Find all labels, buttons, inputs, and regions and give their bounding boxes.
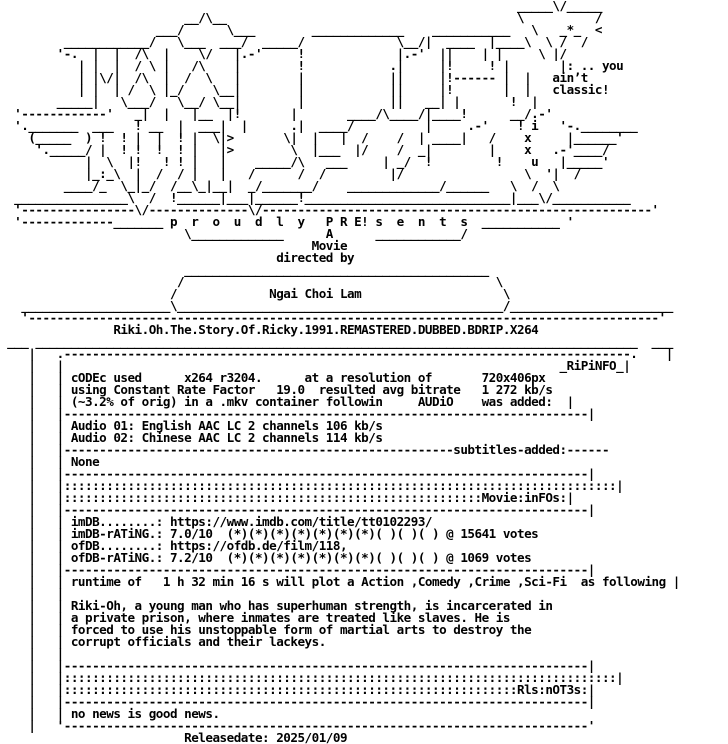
nfo-line: Movie <box>0 238 348 253</box>
nfo-line: directed by <box>0 250 355 265</box>
nfo-line: (_____ ) ! ! | | ! | \|> \| | | / / | ____| / x |______' <box>0 130 624 145</box>
nfo-line: | |--------------------------------------------------------------------------| <box>0 406 595 421</box>
nfo-line: | |:::::::::::::::::::::::::::::::::::::::::::::::::::::::::::Movie:inFOs:| <box>0 490 574 505</box>
release-title: Riki.Oh.The.Story.Of.Ricky.1991.REMASTERED.DUBBED.BDRIP.X264 <box>0 322 539 337</box>
nfo-line: | | None <box>0 454 100 469</box>
release-date: Releasedate: 2025/01/09 <box>0 730 348 744</box>
nfo-line: | | runtime of 1 h 32 min 16 s will plot a Action ,Comedy ,Crime ,Sci-Fi as following | <box>0 574 680 589</box>
nfo-line: | | imDB........: https://www.imdb.com/title/tt0102293/ <box>0 514 433 529</box>
nfo-line: '._____/ | ! ! ! ! | |> \ |___ |/ / _| | x .-'____/ <box>0 142 610 157</box>
nfo-line: | | corrupt officials and their lackeys. <box>0 634 326 649</box>
nfo-line: | | <box>0 586 64 601</box>
nfo-line: | | cODEc used x264 r3204. at a resolution of 720x406px <box>0 370 546 385</box>
nfo-line: | '--------------------------------------------------------------------------' <box>0 718 595 733</box>
nfo-line: | |::::::::::::::::::::::::::::::::::::::::::::::::::::::::::::::::Rls:nOT3s:| <box>0 682 595 697</box>
nfo-line: '------------' _| | |__ |! | ____/\____/|____! __/.-' <box>0 106 553 121</box>
nfo-line: | |\/| /\ | / \ | | || |!------ | | ainʼt <box>0 70 588 85</box>
nfo-line: | \ |! ! ! | | _____/\ ___ | _/ ! ! u |_____' <box>0 154 610 169</box>
nfo-line: | |-------------------------------------------------------subtitles-added:------ <box>0 442 610 457</box>
nfo-line: | | forced to use his unstoppable form of martial arts to destroy the <box>0 622 532 637</box>
nfo-line: | |--------------------------------------------------------------------------| <box>0 562 595 577</box>
nfo-line: | | Audio 02: Chinese AAC LC 2 channels 114 kb/s <box>0 430 383 445</box>
nfo-line: |_:_\ | / / | | / / / |/ \ '| / <box>0 166 581 181</box>
nfo-line: | | Riki-Oh, a young man who has superhuman strength, is incarcerated in <box>0 598 553 613</box>
nfo-line: | | | / \ |_/ \__| | || |! | | classic! <box>0 82 610 97</box>
nfo-line: | |::::::::::::::::::::::::::::::::::::::::::::::::::::::::::::::::::::::::::::::| <box>0 670 624 685</box>
nfo-line: / \ <box>0 274 503 289</box>
nfo-line: ____________/ \___ ___/ _____/ \__/| ____ |____\ \ / / <box>0 34 588 49</box>
nfo-line: '-----------------------------------------------------------------------------------------' <box>0 310 666 325</box>
nfo-line: ___________________________________________ <box>0 262 489 277</box>
nfo-line: ________________\ / !______|___|______!_____________________________|___\/___________ <box>0 190 631 205</box>
nfo-line: | | (~3.2% of orig) in a .mkv container followin AUDiO was added: | <box>0 394 574 409</box>
nfo-line: | | <box>0 646 64 661</box>
nfo-line: _____\/_____ <box>0 0 602 13</box>
nfo-line: ____/_ \_|_/ /__\_|__| _/_______/ _____________/______ \ / \ <box>0 178 560 193</box>
nfo-line: | |::::::::::::::::::::::::::::::::::::::::::::::::::::::::::::::::::::::::::::::| <box>0 478 624 493</box>
nfo-line: | | _RiPiNFO_| <box>0 358 631 373</box>
nfo-line: __/\__ \ / <box>0 10 602 25</box>
nfo-line: | |--------------------------------------------------------------------------| <box>0 694 595 709</box>
nfo-line: '-------------_______ p r o u d l y P R E! s e n t s ___________ ' <box>0 214 574 229</box>
nfo-line: | | no news is good news. <box>0 706 220 721</box>
nfo-line: ___ _____________________________________________________________________________________ ___ <box>0 334 673 349</box>
nfo-line: | | Audio 01: English AAC LC 2 channels 106 kb/s <box>0 418 383 433</box>
nfo-line: '----------------\/--------------\/-------------------------------------------------------' <box>0 202 659 217</box>
nfo-line: | .--------------------------------------------------------------------------------. | <box>0 346 673 361</box>
nfo-line: | | using Constant Rate Factor 19.0 resulted avg bitrate 1 272 kb/s <box>0 382 553 397</box>
nfo-line: / Ngai Choi Lam \ <box>0 286 510 301</box>
nfo-line: | | ofDB-rATiNG.: 7.2/10 (*)(*)(*)(*)(*)(*)(*)( )( )( ) @ 1069 votes <box>0 550 532 565</box>
nfo-line: _____________________\______________________________________________/_______________________ <box>0 298 673 313</box>
nfo-line: | | imDB-rATiNG.: 7.0/10 (*)(*)(*)(*)(*)(*)(*)( )( )( ) @ 15641 votes <box>0 526 539 541</box>
nfo-line: | |--------------------------------------------------------------------------| <box>0 466 595 481</box>
nfo-line: ___/ \___ _____________ ___________ \ _*_ < <box>0 22 602 37</box>
nfo-line: '._______ ___ ! __ | ___| | .| ____/ | .-' ! i '-.________ <box>0 118 638 133</box>
nfo-line: | |--------------------------------------------------------------------------| <box>0 502 595 517</box>
nfo-line: | | a private prison, where inmates are treated like slaves. He is <box>0 610 510 625</box>
nfo-line: _____| \___/ \__/ \__| | || __| | ! | <box>0 94 539 109</box>
nfo-line: \_____________ A ____________/ <box>0 226 468 241</box>
nfo-line: | | ofDB........: https://ofdb.de/film/118, <box>0 538 348 553</box>
nfo-line: | | | / \ | /\ | ! .| |! ! | |: .. you <box>0 58 624 73</box>
nfo-line: '-. | | /\ | \/ |.-' ! |.-' || | | \ |/ <box>0 46 567 61</box>
nfo-line: | |--------------------------------------------------------------------------| <box>0 658 595 673</box>
